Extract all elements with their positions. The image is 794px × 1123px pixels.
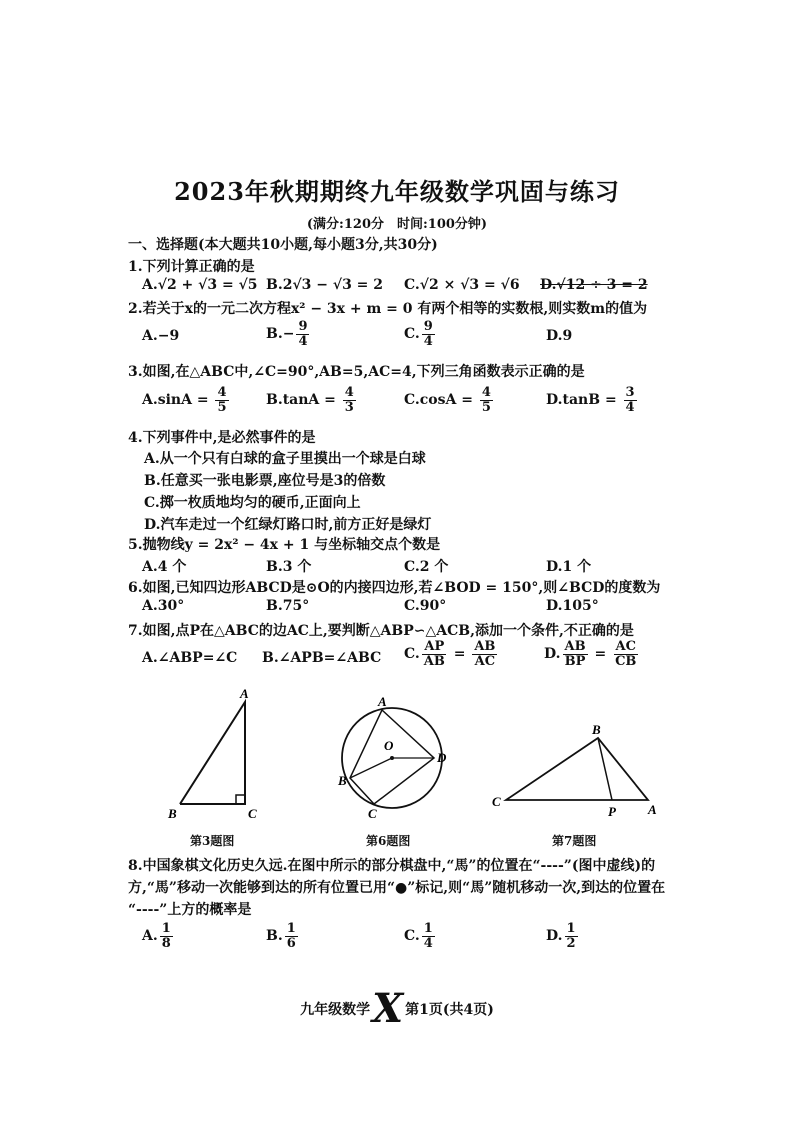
question-6-option-c: C.90°	[404, 598, 447, 614]
question-5-option-a: A.4 个	[142, 559, 187, 575]
question-2-stem: 2.若关于x的一元二次方程x² − 3x + m = 0 有两个相等的实数根,则实数m的值为	[128, 301, 648, 317]
question-1-option-b: B.2√3 − √3 = 2	[266, 277, 384, 293]
question-5-option-c: C.2 个	[404, 559, 449, 575]
question-5-option-b: B.3 个	[266, 559, 312, 575]
question-8-option-b: B. $\frac{1}{6}$	[266, 921, 296, 951]
question-1-stem: 1.下列计算正确的是	[128, 259, 255, 275]
question-3-option-c: C.cosA = $\frac{4}{5}$	[404, 385, 491, 415]
fig7-label-c: C	[492, 794, 501, 809]
question-7-option-c: C. $\frac{AP}{AB}$ = $\frac{AB}{AC}$	[404, 639, 496, 669]
question-8-line-2: 方,“馬”移动一次能够到达的所有位置已用“●”标记,则“馬”随机移动一次,到达的位置在	[128, 880, 666, 896]
question-5-stem: 5.抛物线y = 2x² − 4x + 1 与坐标轴交点个数是	[128, 537, 441, 553]
question-4-option-a: A.从一个只有白球的盒子里摸出一个球是白球	[144, 451, 426, 467]
page-title: 2023年秋期期终九年级数学巩固与练习	[174, 177, 620, 206]
figure-6-caption: 第6题图	[366, 834, 411, 848]
question-6-option-a: A.30°	[142, 598, 185, 614]
figure-7-triangle	[488, 722, 668, 822]
fig3-label-c: C	[248, 806, 257, 821]
question-6-option-b: B.75°	[266, 598, 310, 614]
footer-mark: X	[372, 985, 404, 1032]
question-7-option-b: B.∠APB=∠ABC	[262, 650, 382, 666]
question-7-option-a: A.∠ABP=∠C	[142, 650, 238, 666]
question-2-option-a: A.−9	[142, 328, 180, 344]
question-3-option-d: D.tanB = $\frac{3}{4}$	[546, 385, 635, 415]
fig6-label-d: D	[437, 750, 447, 765]
fig7-label-b: B	[592, 722, 601, 737]
question-8-line-3: “----”上方的概率是	[128, 902, 252, 918]
page-subtitle: (满分:120分 时间:100分钟)	[306, 217, 488, 232]
fig3-label-b: B	[168, 806, 177, 821]
question-3-stem: 3.如图,在△ABC中,∠C=90°,AB=5,AC=4,下列三角函数表示正确的是	[128, 364, 585, 380]
question-4-option-c: C.掷一枚质地均匀的硬币,正面向上	[144, 495, 361, 511]
question-8-option-a: A. $\frac{1}{8}$	[142, 921, 171, 951]
figure-7-caption: 第7题图	[552, 834, 597, 848]
question-6-stem: 6.如图,已知四边形ABCD是⊙O的内接四边形,若∠BOD = 150°,则∠BCD的度数为	[128, 580, 661, 596]
question-8-option-c: C. $\frac{1}{4}$	[404, 921, 433, 951]
question-5-option-d: D.1 个	[546, 559, 592, 575]
figure-3-triangle	[160, 684, 270, 824]
question-3-option-b: B.tanA = $\frac{4}{3}$	[266, 385, 354, 415]
question-1-option-c: C.√2 × √3 = √6	[404, 277, 520, 293]
figure-6-circle	[330, 690, 460, 822]
footer-subject: 九年级数学	[300, 1002, 371, 1018]
question-4-stem: 4.下列事件中,是必然事件的是	[128, 430, 316, 446]
fig6-label-b: B	[338, 773, 347, 788]
figure-3-caption: 第3题图	[190, 834, 235, 848]
question-1-option-d: D.√12 ÷ 3 = 2	[540, 277, 648, 293]
section-heading: 一、选择题(本大题共10小题,每小题3分,共30分)	[128, 237, 438, 253]
question-4-option-d: D.汽车走过一个红绿灯路口时,前方正好是绿灯	[144, 517, 432, 533]
question-6-option-d: D.105°	[546, 598, 599, 614]
page-number: 第1页(共4页)	[405, 1002, 494, 1018]
question-7-stem: 7.如图,点P在△ABC的边AC上,要判断△ABP∽△ACB,添加一个条件,不正确的是	[128, 623, 634, 639]
question-2-option-d: D.9	[546, 328, 573, 344]
fig7-label-p: P	[608, 804, 616, 819]
question-4-option-b: B.任意买一张电影票,座位号是3的倍数	[144, 473, 386, 489]
fig6-label-o: O	[384, 738, 394, 753]
question-8-option-d: D. $\frac{1}{2}$	[546, 921, 576, 951]
question-8-line-1: 8.中国象棋文化历史久远.在图中所示的部分棋盘中,“馬”的位置在“----”(图中虚线)的	[128, 858, 656, 874]
question-2-option-c: C. $\frac{9}{4}$	[404, 319, 433, 349]
fig7-label-a: A	[648, 802, 657, 817]
page-footer	[0, 985, 794, 1032]
fig6-label-a: A	[378, 694, 387, 709]
question-7-option-d: D. $\frac{AB}{BP}$ = $\frac{AC}{CB}$	[544, 639, 637, 669]
fig6-label-c: C	[368, 806, 377, 821]
fig3-label-a: A	[240, 686, 249, 701]
question-2-option-b: B.− $\frac{9}{4}$	[266, 319, 308, 349]
question-1-option-a: A.√2 + √3 = √5	[142, 277, 258, 293]
question-3-option-a: A.sinA = $\frac{4}{5}$	[142, 385, 227, 415]
